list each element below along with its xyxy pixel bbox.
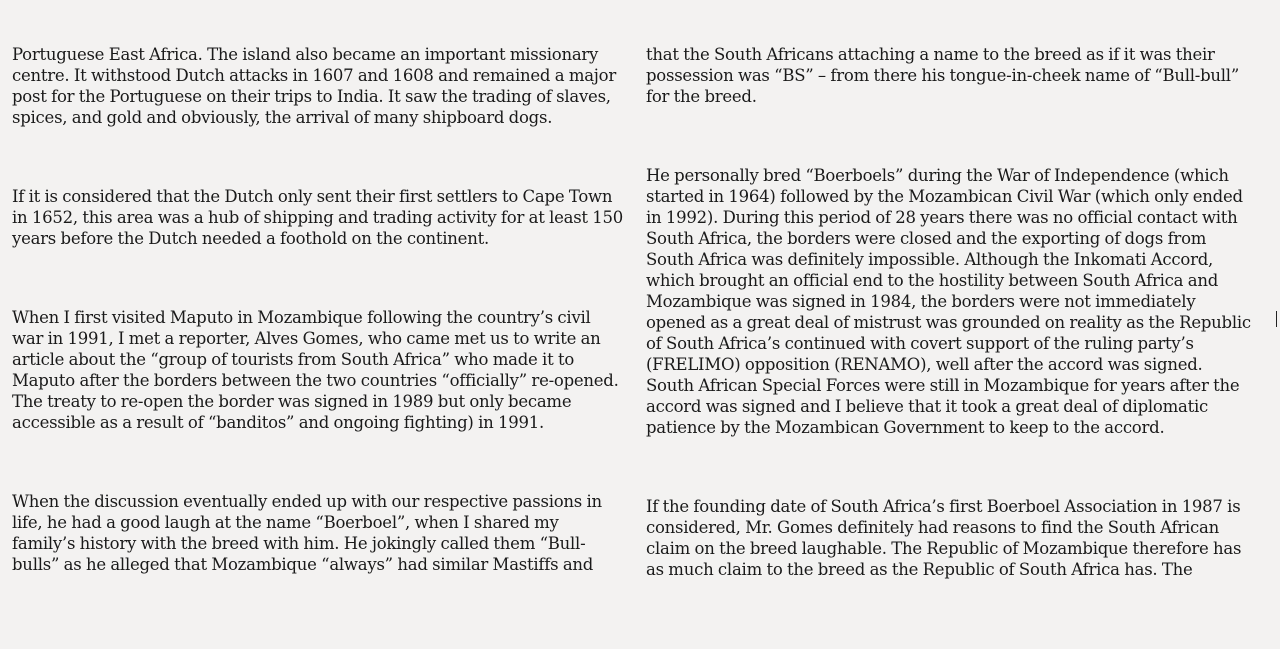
text-cursor (1276, 311, 1277, 327)
paragraph: When I first visited Maputo in Mozambique following the country’s civil war in 1991, I met a reporter, Alves Gomes, who came met us to write an article about the “group of tourists from South Africa” who made it to Maputo after the borders between the two countries “officially” re-opened. The treaty to re-open the border was signed in 1989 but only became accessible as a result of “banditos” and ongoing fighting) in 1991. (12, 308, 619, 432)
right-text-column (646, 44, 1252, 580)
paragraph: that the South Africans attaching a name to the breed as if it was their possession was “BS” – from there his tongue-in-cheek name of “Bull-bull” for the breed. (646, 45, 1240, 106)
paragraph: If the founding date of South Africa’s first Boerboel Association in 1987 is considered, Mr. Gomes definitely had reasons to find the South African claim on the breed laughable. The Republic of Mozambique therefore has as much claim to the breed as the Republic of South Africa has. The (646, 497, 1242, 579)
paragraph: If it is considered that the Dutch only sent their first settlers to Cape Town in 1652, this area was a hub of shipping and trading activity for at least 150 years before the Dutch needed a foothold on the continent. (12, 187, 624, 248)
paragraph: When the discussion eventually ended up with our respective passions in life, he had a good laugh at the name “Boerboel”, when I shared my family’s history with the breed with him. He jokingly called them “Bull-bulls” as he alleged that Mozambique “always” had similar Mastiffs and (12, 492, 602, 574)
left-text-column (12, 44, 624, 575)
paragraph: Portuguese East Africa. The island also became an important missionary centre. It withstood Dutch attacks in 1607 and 1608 and remained a major post for the Portuguese on their trips to India. It saw the trading of slaves, spices, and gold and obviously, the arrival of many shipboard dogs. (12, 45, 616, 127)
paragraph: He personally bred “Boerboels” during the War of Independence (which started in 1964) followed by the Mozambican Civil War (which only ended in 1992). During this period of 28 years there was no official contact with South Africa, the borders were closed and the exporting of dogs from South Africa was definitely impossible. Although the Inkomati Accord, which brought an official end to the hostility between South Africa and Mozambique was signed in 1984, the borders were not immediately opened as a great deal of mistrust was grounded on reality as the Republic of South Africa’s continued with covert support of the ruling party’s (FRELIMO) opposition (RENAMO), well after the accord was signed. South African Special Forces were still in Mozambique for years after the accord was signed and I believe that it took a great deal of diplomatic patience by the Mozambican Government to keep to the accord. (646, 166, 1251, 437)
